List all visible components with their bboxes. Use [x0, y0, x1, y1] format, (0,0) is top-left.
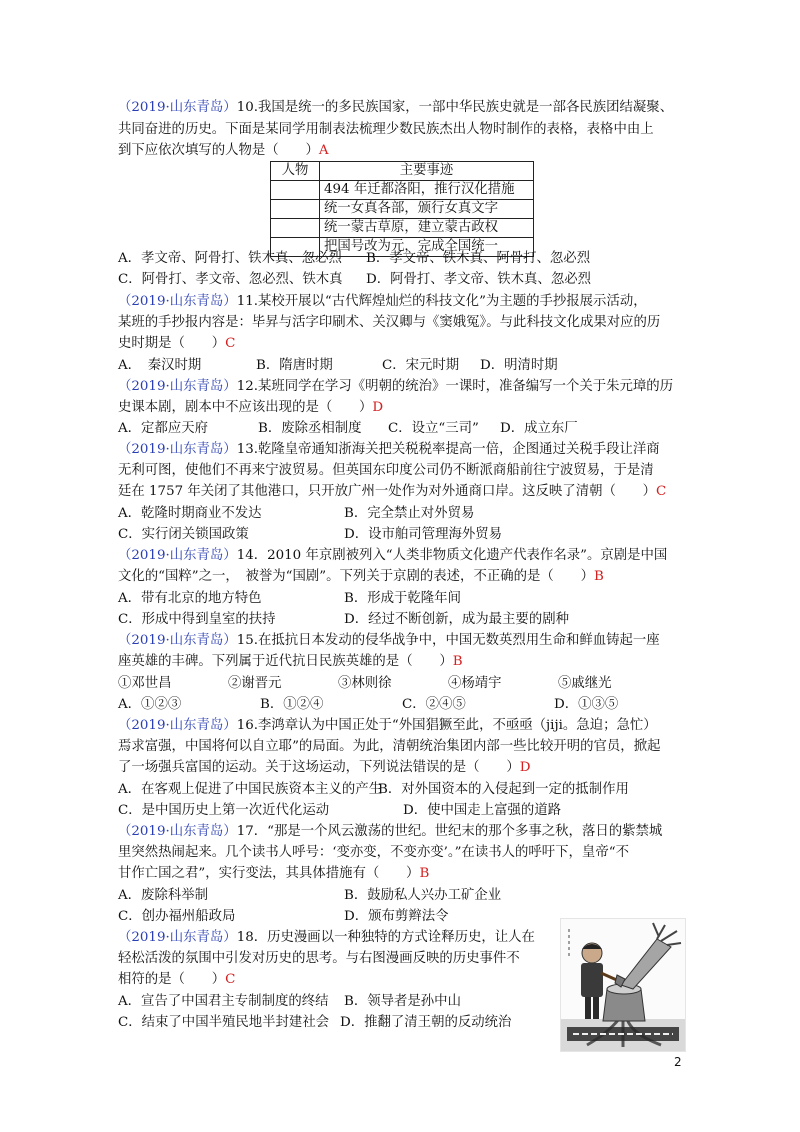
q18-line2: 轻松活泼的氛围中引发对历史的思考。与右图漫画反映的历史事件不	[118, 951, 520, 966]
q18-option-a: A．宣告了中国君主专制制度的终结	[118, 994, 329, 1009]
q14-text1: 14．2010 年京剧被列入“人类非物质文化遗产代表作名录”。京剧是中国	[236, 548, 668, 563]
q14-option-a: A．带有北京的地方特色	[118, 591, 262, 606]
q18-line3	[118, 970, 548, 990]
q17-text1: 17．“那是一个风云激荡的世纪。世纪末的那个多事之秋，落日的紫禁城	[236, 824, 663, 839]
q11-line1	[118, 292, 688, 312]
q15-line1	[118, 631, 688, 651]
q13-source: （2019·山东青岛）	[118, 442, 237, 457]
q10-option-a: A．孝文帝、阿骨打、铁木真、忽必烈	[118, 251, 342, 266]
q10-options-row2	[118, 270, 688, 290]
q15-text2: 座英雄的丰碑。下列属于近代抗日民族英雄的是（ ）	[118, 654, 453, 669]
q10-cell-person-1	[271, 181, 320, 200]
q10-table	[270, 161, 534, 257]
q15-item-5: ⑤戚继光	[558, 676, 612, 691]
q13-text1: 13.乾隆皇帝通知浙海关把关税税率提高一倍，企图通过关税手段让洋商	[236, 442, 660, 457]
page-number: 2	[674, 1055, 682, 1069]
q17-option-a: A．废除科举制	[118, 888, 209, 903]
q16-options-row2	[118, 801, 688, 821]
q14-text2: 文化的“国粹”之一， 被誉为“国剧”。下列关于京剧的表述，不正确的是（ ）	[118, 569, 594, 584]
q15-text1: 15.在抵抗日本发动的侵华战争中，中国无数英烈用生命和鲜血铸起一座	[236, 633, 660, 648]
q10-option-b: B．孝文帝、铁木真、阿骨打、忽必烈	[366, 251, 591, 266]
q17-option-d: D．颁布剪辫法令	[344, 909, 449, 924]
q15-option-c: C．②④⑤	[402, 697, 466, 712]
table-row	[271, 200, 534, 219]
q15-options	[118, 695, 688, 715]
q13-option-b: B．完全禁止对外贸易	[344, 506, 475, 521]
q16-option-a: A．在客观上促进了中国民族资本主义的产生	[118, 782, 383, 797]
q16-line3	[118, 758, 688, 778]
q13-line2: 无利可图，使他们不再来宁波贸易。但英国东印度公司仍不断派商船前往宁波贸易，于是清	[118, 463, 654, 478]
q15-answer: B	[452, 654, 463, 669]
q13-answer: C	[656, 484, 667, 499]
q10-answer: A	[318, 143, 329, 158]
q10-cell-deed-3: 统一蒙古草原，建立蒙古政权	[320, 219, 534, 238]
q14-options-row1	[118, 589, 688, 609]
table-row	[271, 219, 534, 238]
q17-line1	[118, 822, 688, 842]
q17-line3	[118, 864, 688, 884]
q10-table-header	[271, 162, 534, 181]
q10-options-row1	[118, 249, 688, 269]
q10-cell-person-2	[271, 200, 320, 219]
q10-text1: 10.我国是统一的多民族国家，一部中华民族史就是一部各民族团结凝聚、	[236, 100, 674, 115]
q12-line2	[118, 398, 688, 418]
q12-option-d: D．成立东厂	[500, 421, 578, 436]
q15-line2	[118, 652, 688, 672]
q12-text1: 12.某班同学在学习《明朝的统治》一课时，准备编写一个关于朱元璋的历	[236, 379, 674, 394]
q16-option-b: B．对外国资本的入侵起到一定的抵制作用	[378, 782, 629, 797]
q13-line3	[118, 482, 688, 502]
q10-text3: 到下应依次填写的人物是（ ）	[118, 143, 319, 158]
q17-source: （2019·山东青岛）	[118, 824, 237, 839]
q17-line2: 里突然热闹起来。几个读书人呼号：‘变亦变，不变亦变’。”在读书人的呼吁下，皇帝“不	[118, 845, 629, 860]
q18-line1	[118, 928, 548, 948]
q15-option-b: B．①②④	[260, 697, 324, 712]
q11-option-d: D．明清时期	[480, 358, 558, 373]
cartoon-drawing	[561, 919, 685, 1051]
q16-source: （2019·山东青岛）	[118, 718, 237, 733]
history-cartoon-image	[560, 918, 686, 1052]
q13-line1	[118, 440, 688, 460]
q15-item-1: ①邓世昌	[118, 676, 172, 691]
q15-item-4: ④杨靖宇	[448, 676, 502, 691]
q18-option-c: C．结束了中国半殖民地半封建社会	[118, 1015, 330, 1030]
q17-options-row1	[118, 886, 688, 906]
q13-text3: 廷在 1757 年关闭了其他港口，只开放广州一处作为对外通商口岸。这反映了清朝（ ）	[118, 484, 657, 499]
q14-option-d: D．经过不断创新，成为最主要的剧种	[344, 612, 569, 627]
q13-option-a: A．乾隆时期商业不发达	[118, 506, 262, 521]
q11-option-b: B．隋唐时期	[256, 358, 333, 373]
q16-options-row1	[118, 780, 688, 800]
q16-answer: D	[519, 760, 531, 775]
q18-answer: C	[225, 972, 236, 987]
q18-source: （2019·山东青岛）	[118, 930, 237, 945]
q11-line2: 某班的手抄报内容是：毕昇与活字印刷术、关汉卿与《窦娥冤》。与此科技文化成果对应的历	[118, 315, 661, 330]
q14-option-b: B．形成于乾隆年间	[344, 591, 461, 606]
q10-option-d: D．阿骨打、孝文帝、铁木真、忽必烈	[366, 272, 591, 287]
q12-options	[118, 419, 688, 439]
q16-option-d: D．使中国走上富强的道路	[403, 803, 562, 818]
table-row	[271, 181, 534, 200]
q12-answer: D	[372, 400, 384, 415]
q13-option-c: C．实行闭关锁国政策	[118, 527, 249, 542]
q10-cell-deed-4: 把国号改为元，完成全国统一	[320, 238, 534, 257]
q14-line1	[118, 546, 688, 566]
q15-items	[118, 674, 688, 694]
q11-source: （2019·山东青岛）	[118, 294, 237, 309]
q10-option-c: C．阿骨打、孝文帝、忽必烈、铁木真	[118, 272, 343, 287]
q10-cell-deed-2: 统一女真各部，颁行女真文字	[320, 200, 534, 219]
q16-text3: 了一场强兵富国的运动。关于这场运动，下列说法错误的是（ ）	[118, 760, 520, 775]
q11-answer: C	[225, 336, 236, 351]
q16-text1: 16.李鸿章认为中国正处于“外国猖獗至此，不亟亟（jiji。急迫；急忙）	[236, 718, 657, 733]
q11-line3	[118, 334, 688, 354]
q17-answer: B	[419, 866, 430, 881]
q16-line1	[118, 716, 688, 736]
q16-option-c: C．是中国历史上第一次近代化运动	[118, 803, 330, 818]
q10-header-deeds: 主要事迹	[320, 162, 534, 181]
q18-text1: 18．历史漫画以一种独特的方式诠释历史，让人在	[236, 930, 535, 945]
q17-option-b: B．鼓励私人兴办工矿企业	[344, 888, 502, 903]
q10-line1	[118, 98, 688, 118]
q15-item-3: ③林则徐	[338, 676, 392, 691]
q11-text1: 11.某校开展以“古代辉煌灿烂的科技文化”为主题的手抄报展示活动，	[236, 294, 647, 309]
q14-options-row2	[118, 610, 688, 630]
q15-item-2: ②谢晋元	[228, 676, 282, 691]
q14-answer: B	[593, 569, 604, 584]
q11-options	[118, 356, 688, 376]
q17-text3: 甘作亡国之君”，实行变法，其具体措施有（ ）	[118, 866, 420, 881]
q18-options-row2	[118, 1013, 548, 1033]
q14-option-c: C．形成中得到皇室的扶持	[118, 612, 276, 627]
q12-line1	[118, 377, 688, 397]
q11-option-c: C．宋元时期	[382, 358, 460, 373]
q11-option-a: A． 秦汉时期	[118, 358, 202, 373]
q14-source: （2019·山东青岛）	[118, 548, 237, 563]
q10-cell-deed-1: 494 年迁都洛阳，推行汉化措施	[320, 181, 534, 200]
q14-line2	[118, 567, 688, 587]
q16-line2: 焉求富强，中国将何以自立耶”的局面。为此，清朝统治集团内部一些比较开明的官员，掀起	[118, 739, 661, 754]
q10-line2: 共同奋进的历史。下面是某同学用制表法梳理少数民族杰出人物时制作的表格，表格中由上	[118, 122, 654, 137]
q13-options-row1	[118, 504, 688, 524]
q10-header-person: 人物	[271, 162, 320, 181]
q15-option-d: D．①③⑤	[554, 697, 619, 712]
q18-option-b: B．领导者是孙中山	[344, 994, 461, 1009]
q18-options-row1	[118, 992, 548, 1012]
q13-options-row2	[118, 525, 688, 545]
q18-text3: 相符的是（ ）	[118, 972, 226, 987]
q12-option-a: A．定都应天府	[118, 421, 209, 436]
q10-cell-person-3	[271, 219, 320, 238]
q10-line3	[118, 141, 688, 161]
q11-text3: 史时期是（ ）	[118, 336, 226, 351]
q12-option-c: C．设立“三司”	[388, 421, 479, 436]
q10-source: （2019·山东青岛）	[118, 100, 237, 115]
q12-source: （2019·山东青岛）	[118, 379, 237, 394]
q15-option-a: A．①②③	[118, 697, 182, 712]
q15-source: （2019·山东青岛）	[118, 633, 237, 648]
q13-option-d: D．设市舶司管理海外贸易	[344, 527, 503, 542]
q12-option-b: B．废除丞相制度	[258, 421, 362, 436]
q18-option-d: D．推翻了清王朝的反动统治	[340, 1015, 512, 1030]
q12-text2: 史课本剧，剧本中不应该出现的是（ ）	[118, 400, 373, 415]
q17-option-c: C．创办福州船政局	[118, 909, 236, 924]
